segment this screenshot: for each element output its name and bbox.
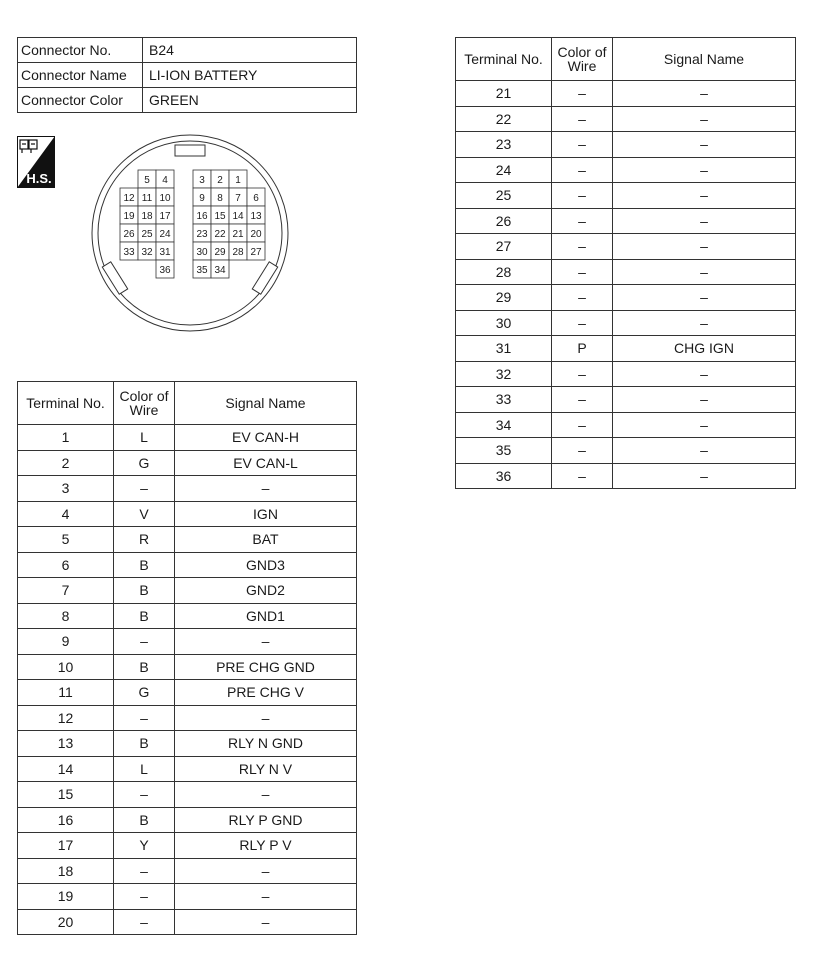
terminal-row	[456, 361, 796, 387]
signal-name: –	[613, 234, 796, 260]
wire-color-header	[552, 38, 613, 81]
terminal-row	[456, 183, 796, 209]
pin-number: 14	[232, 211, 244, 222]
terminal-row	[456, 106, 796, 132]
signal-name: CHG IGN	[613, 336, 796, 362]
connector-info-table	[17, 37, 357, 113]
signal-name: RLY N V	[175, 756, 357, 782]
terminal-row	[18, 425, 357, 451]
terminal-number: 14	[18, 756, 114, 782]
terminal-number: 17	[18, 833, 114, 859]
pin-number: 12	[123, 193, 135, 204]
signal-name: –	[175, 629, 357, 655]
pin-number: 17	[159, 211, 171, 222]
pin-number: 26	[123, 229, 135, 240]
wire-color: B	[114, 603, 175, 629]
signal-name: –	[613, 157, 796, 183]
wire-color: –	[552, 361, 613, 387]
wire-color: R	[114, 527, 175, 553]
pin-number: 9	[199, 193, 205, 204]
signal-name: –	[613, 387, 796, 413]
signal-name: BAT	[175, 527, 357, 553]
connector-latch-left	[102, 262, 127, 294]
connector-number-label: Connector No.	[18, 38, 143, 63]
wire-color: –	[552, 106, 613, 132]
terminal-row	[18, 807, 357, 833]
signal-name: –	[175, 476, 357, 502]
wire-color: –	[114, 909, 175, 935]
signal-name: RLY N GND	[175, 731, 357, 757]
terminal-row	[18, 654, 357, 680]
pin-number: 34	[214, 265, 226, 276]
pin-number: 23	[196, 229, 208, 240]
signal-name: GND2	[175, 578, 357, 604]
pin-number: 33	[123, 247, 135, 258]
wire-color: –	[114, 705, 175, 731]
terminal-row	[456, 310, 796, 336]
terminal-row	[456, 234, 796, 260]
connector-name-row	[18, 63, 357, 88]
connector-latch-right	[252, 262, 277, 294]
terminal-row	[18, 603, 357, 629]
signal-name: PRE CHG GND	[175, 654, 357, 680]
pin-number: 25	[141, 229, 153, 240]
terminal-row	[456, 412, 796, 438]
terminal-row	[456, 463, 796, 489]
signal-name: –	[613, 285, 796, 311]
terminal-row	[18, 680, 357, 706]
wire-color: V	[114, 501, 175, 527]
signal-name: –	[613, 81, 796, 107]
connector-color-value: GREEN	[143, 88, 357, 113]
terminal-number: 30	[456, 310, 552, 336]
wire-color: –	[552, 81, 613, 107]
terminal-row	[456, 285, 796, 311]
terminal-number: 2	[18, 450, 114, 476]
harness-side-icon	[17, 136, 55, 188]
pin-number: 15	[214, 211, 226, 222]
signal-name: –	[613, 310, 796, 336]
wire-color: –	[552, 259, 613, 285]
terminal-number: 36	[456, 463, 552, 489]
pin-number: 21	[232, 229, 244, 240]
terminal-number: 29	[456, 285, 552, 311]
terminal-number: 33	[456, 387, 552, 413]
wire-color: G	[114, 680, 175, 706]
terminal-table-header	[18, 382, 357, 425]
terminal-row	[456, 157, 796, 183]
terminal-number: 10	[18, 654, 114, 680]
terminal-number: 26	[456, 208, 552, 234]
wire-color: –	[552, 183, 613, 209]
terminal-number: 23	[456, 132, 552, 158]
terminal-number: 12	[18, 705, 114, 731]
pin-number: 30	[196, 247, 208, 258]
wire-color: –	[552, 157, 613, 183]
pin-number: 19	[123, 211, 135, 222]
terminal-number: 19	[18, 884, 114, 910]
terminal-row	[456, 81, 796, 107]
terminal-row	[18, 552, 357, 578]
terminal-row	[456, 336, 796, 362]
pin-number: 13	[250, 211, 262, 222]
wire-color: Y	[114, 833, 175, 859]
wire-color-header-line1: Color of	[119, 388, 169, 404]
wire-color: B	[114, 807, 175, 833]
connector-name-label: Connector Name	[18, 63, 143, 88]
pin-number: 27	[250, 247, 262, 258]
connector-key-notch	[175, 145, 205, 156]
signal-name: –	[175, 705, 357, 731]
terminal-row	[18, 450, 357, 476]
pin-number: 16	[196, 211, 208, 222]
terminal-number: 34	[456, 412, 552, 438]
terminal-row	[456, 132, 796, 158]
terminal-row	[18, 833, 357, 859]
pin-number: 10	[159, 193, 171, 204]
pin-number: 22	[214, 229, 226, 240]
pin-number: 5	[144, 175, 150, 186]
signal-name: EV CAN-L	[175, 450, 357, 476]
hs-label: H.S.	[26, 171, 52, 186]
wire-color: G	[114, 450, 175, 476]
terminal-number: 25	[456, 183, 552, 209]
terminal-row	[18, 731, 357, 757]
terminal-row	[456, 387, 796, 413]
connector-name-value: LI-ION BATTERY	[143, 63, 357, 88]
signal-name: –	[613, 463, 796, 489]
terminal-number: 31	[456, 336, 552, 362]
pin-block-left	[120, 170, 174, 278]
signal-name: EV CAN-H	[175, 425, 357, 451]
terminal-row	[18, 629, 357, 655]
terminal-number: 16	[18, 807, 114, 833]
terminal-row	[456, 438, 796, 464]
terminal-row	[18, 858, 357, 884]
signal-name: –	[175, 782, 357, 808]
pin-number: 28	[232, 247, 244, 258]
terminal-number: 21	[456, 81, 552, 107]
pin-number: 2	[217, 175, 223, 186]
signal-name: –	[175, 909, 357, 935]
terminal-table-right	[455, 37, 796, 489]
wire-color-header-line2: Wire	[129, 402, 159, 418]
signal-name: –	[613, 208, 796, 234]
terminal-number: 24	[456, 157, 552, 183]
wire-color-header-line2: Wire	[567, 58, 597, 74]
signal-name: –	[175, 884, 357, 910]
wire-color: B	[114, 654, 175, 680]
pin-number: 32	[141, 247, 153, 258]
signal-name: –	[613, 361, 796, 387]
terminal-no-header: Terminal No.	[456, 38, 552, 81]
terminal-row	[18, 782, 357, 808]
terminal-row	[18, 756, 357, 782]
wire-color: B	[114, 552, 175, 578]
connector-color-row	[18, 88, 357, 113]
pin-number: 8	[217, 193, 223, 204]
terminal-table-left	[17, 381, 357, 935]
pin-number: 18	[141, 211, 153, 222]
terminal-number: 22	[456, 106, 552, 132]
wire-color: –	[552, 463, 613, 489]
signal-name: –	[613, 132, 796, 158]
terminal-number: 32	[456, 361, 552, 387]
connector-number-value: B24	[143, 38, 357, 63]
wire-color: –	[114, 476, 175, 502]
signal-name: RLY P V	[175, 833, 357, 859]
terminal-number: 18	[18, 858, 114, 884]
pin-number: 3	[199, 175, 205, 186]
signal-name: –	[175, 858, 357, 884]
terminal-number: 3	[18, 476, 114, 502]
wire-color: –	[114, 782, 175, 808]
wire-color: –	[552, 412, 613, 438]
signal-name: GND1	[175, 603, 357, 629]
pin-number: 35	[196, 265, 208, 276]
wire-color: –	[114, 884, 175, 910]
signal-name-header: Signal Name	[613, 38, 796, 81]
signal-name: –	[613, 259, 796, 285]
terminal-number: 13	[18, 731, 114, 757]
terminal-number: 35	[456, 438, 552, 464]
terminal-row	[456, 259, 796, 285]
wire-color: –	[552, 132, 613, 158]
terminal-row	[18, 476, 357, 502]
terminal-number: 20	[18, 909, 114, 935]
terminal-number: 27	[456, 234, 552, 260]
terminal-number: 7	[18, 578, 114, 604]
wire-color: L	[114, 756, 175, 782]
connector-color-label: Connector Color	[18, 88, 143, 113]
signal-name: PRE CHG V	[175, 680, 357, 706]
signal-name: RLY P GND	[175, 807, 357, 833]
terminal-table-header	[456, 38, 796, 81]
terminal-number: 1	[18, 425, 114, 451]
terminal-number: 6	[18, 552, 114, 578]
terminal-row	[456, 208, 796, 234]
signal-name: –	[613, 412, 796, 438]
terminal-number: 4	[18, 501, 114, 527]
terminal-number: 5	[18, 527, 114, 553]
pin-number: 6	[253, 193, 259, 204]
pin-number: 7	[235, 193, 241, 204]
wire-color: –	[552, 234, 613, 260]
signal-name-header: Signal Name	[175, 382, 357, 425]
signal-name: –	[613, 183, 796, 209]
wire-color: –	[552, 208, 613, 234]
pin-number: 4	[162, 175, 168, 186]
pin-number: 11	[141, 193, 153, 204]
pin-number: 36	[159, 265, 171, 276]
terminal-row	[18, 578, 357, 604]
terminal-number: 9	[18, 629, 114, 655]
wire-color-header-line1: Color of	[557, 44, 607, 60]
pin-block-right	[193, 170, 265, 278]
terminal-row	[18, 884, 357, 910]
wire-color: –	[552, 387, 613, 413]
wire-color: L	[114, 425, 175, 451]
wire-color: –	[552, 310, 613, 336]
wire-color: –	[114, 858, 175, 884]
terminal-row	[18, 909, 357, 935]
wire-color: –	[552, 438, 613, 464]
terminal-row	[18, 705, 357, 731]
wire-color: B	[114, 731, 175, 757]
pin-number: 20	[250, 229, 262, 240]
signal-name: GND3	[175, 552, 357, 578]
pin-number: 1	[235, 175, 241, 186]
wire-color-header	[114, 382, 175, 425]
wire-color: –	[114, 629, 175, 655]
terminal-number: 8	[18, 603, 114, 629]
pin-number: 29	[214, 247, 226, 258]
signal-name: –	[613, 106, 796, 132]
terminal-number: 28	[456, 259, 552, 285]
pin-number: 24	[159, 229, 171, 240]
terminal-number: 11	[18, 680, 114, 706]
wire-color: B	[114, 578, 175, 604]
terminal-no-header: Terminal No.	[18, 382, 114, 425]
terminal-number: 15	[18, 782, 114, 808]
wire-color: P	[552, 336, 613, 362]
terminal-row	[18, 527, 357, 553]
signal-name: –	[613, 438, 796, 464]
connector-number-row	[18, 38, 357, 63]
signal-name: IGN	[175, 501, 357, 527]
wire-color: –	[552, 285, 613, 311]
terminal-row	[18, 501, 357, 527]
pin-number: 31	[159, 247, 171, 258]
connector-face-diagram	[85, 130, 295, 340]
